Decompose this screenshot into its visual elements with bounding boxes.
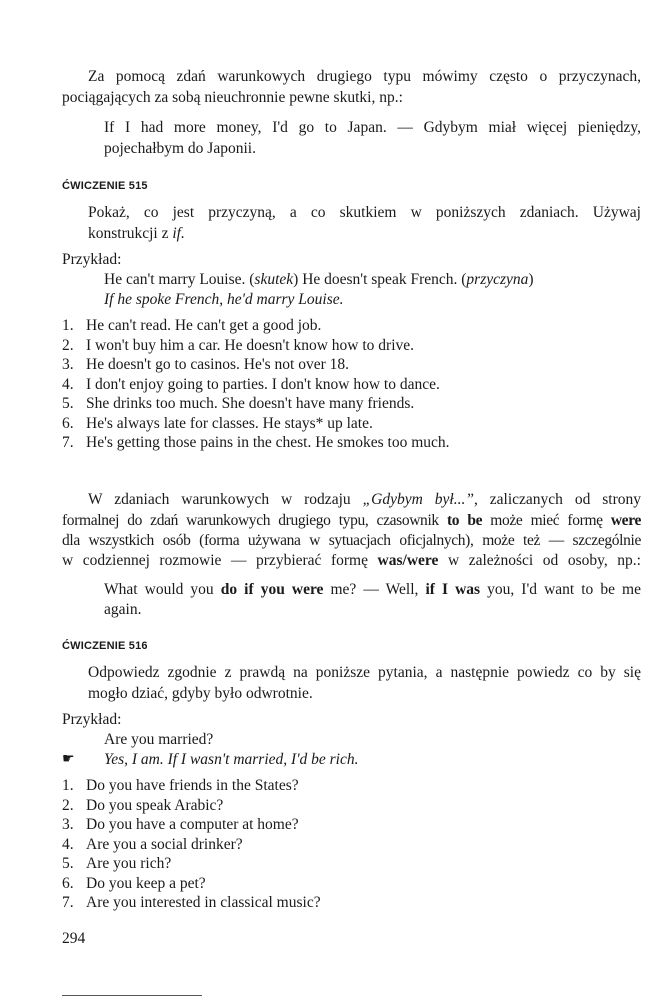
grammar-line-2: formalnej do zdań warunkowych drugiego typu, czasownik to be może mieć formę were (62, 512, 641, 529)
pointing-hand-icon: ☛ (62, 752, 75, 767)
list-item: 6. He's always late for classes. He stays* up late. (62, 414, 373, 432)
list-item: 5. Are you rich? (62, 855, 172, 872)
grammar-line-4: w codziennej rozmowie — przybierać formę was/were w zależności od osoby, np.: (62, 552, 641, 569)
intro-line-1: Za pomocą zdań warunkowych drugiego typu mówimy często o przyczynach, (88, 68, 641, 85)
list-item: 2. Do you speak Arabic? (62, 796, 224, 814)
list-item: 3. He doesn't go to casinos. He's not over 18. (62, 356, 350, 373)
list-item: 7. Are you interested in classical music? (62, 894, 321, 911)
exercise-516-instruction-line-1: Odpowiedz zgodnie z prawdą na poniższe pytania, a następnie powiedz co by się (88, 664, 641, 681)
exercise-515-instruction-line-1: Pokaż, co jest przyczyną, a co skutkiem w poniższych zdaniach. Używaj (88, 204, 641, 221)
exercise-515-example-label: Przykład: (62, 251, 122, 268)
list-item: 5. She drinks too much. She doesn't have many friends. (62, 395, 415, 412)
list-item: 4. I don't enjoy going to parties. I don't know how to dance. (62, 375, 440, 393)
list-item: 4. Are you a social drinker? (62, 835, 243, 853)
exercise-515-list (62, 316, 450, 453)
intro-example-line-1: If I had more money, I'd go to Japan. — Gdybym miał więcej pieniędzy, (104, 119, 641, 136)
exercise-516-example-label: Przykład: (62, 711, 122, 728)
grammar-line-3: dla wszystkich osób (forma używana w sytuacjach oficjalnych), może też — szczególnie (62, 532, 641, 549)
exercise-515-example-sentence: He can't marry Louise. (skutek) He doesn't speak French. (przyczyna) (104, 271, 534, 288)
exercise-516-instruction-line-2: mogło dziać, gdyby było odwrotnie. (88, 685, 313, 702)
intro-example-line-2: pojechałbym do Japonii. (104, 140, 256, 157)
exercise-516-example-answer: Yes, I am. If I wasn't married, I'd be rich. (104, 751, 359, 768)
grammar-example-line-2: again. (104, 601, 142, 618)
exercise-515-example-answer: If he spoke French, he'd marry Louise. (104, 291, 344, 308)
list-item: 3. Do you have a computer at home? (62, 816, 299, 833)
intro-line-2: pociągających za sobą nieuchronnie pewne skutki, np.: (62, 89, 403, 106)
grammar-example-line-1: What would you do if you were me? — Well, if I was you, I'd want to be me (104, 581, 641, 598)
exercise-516-list (62, 776, 321, 913)
exercise-516-example-question: Are you married? (104, 731, 214, 748)
list-item: 1. He can't read. He can't get a good job. (62, 317, 322, 334)
list-item: 1. Do you have friends in the States? (62, 777, 299, 794)
exercise-516-heading: ĆWICZENIE 516 (62, 640, 148, 652)
exercise-515-heading: ĆWICZENIE 515 (62, 180, 148, 192)
exercise-515-instruction-line-2: konstrukcji z if. (88, 225, 185, 242)
grammar-line-1: W zdaniach warunkowych w rodzaju „Gdybym był...”, zaliczanych od strony (88, 491, 642, 508)
list-item: 7. He's getting those pains in the chest. He smokes too much. (62, 434, 450, 451)
list-item: 2. I won't buy him a car. He doesn't know how to drive. (62, 336, 415, 354)
page-number: 294 (62, 930, 86, 947)
list-item: 6. Do you keep a pet? (62, 874, 206, 892)
